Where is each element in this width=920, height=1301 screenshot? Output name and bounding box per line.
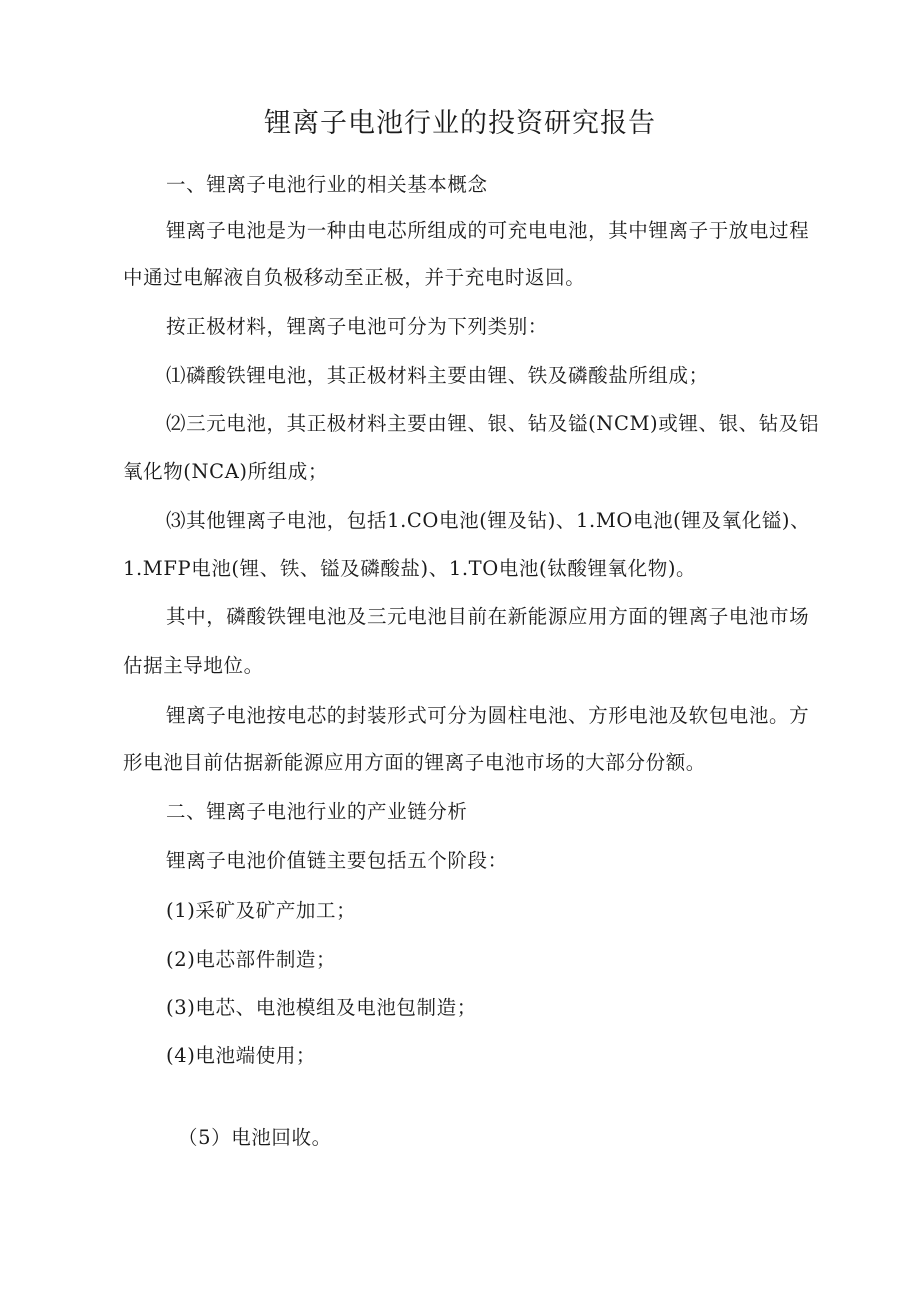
document-title: 锂离子电池行业的投资研究报告 <box>264 108 656 139</box>
paragraph-line: 锂离子电池是为一种由电芯所组成的可充电电池，其中锂离子于放电过程 <box>166 219 810 242</box>
paragraph-line: 锂离子电池价值链主要包括五个阶段： <box>166 849 508 872</box>
paragraph-line: 中通过电解液自负极移动至正极，并于充电时返回。 <box>123 266 586 289</box>
paragraph-line: 其中，磷酸铁锂电池及三元电池目前在新能源应用方面的锂离子电池市场 <box>166 605 810 628</box>
paragraph-line: 1.MFP电池(锂、铁、镒及磷酸盐)、1.TO电池(钛酸锂氧化物)。 <box>123 557 697 580</box>
section-1-heading: 一、锂离子电池行业的相关基本概念 <box>166 173 488 196</box>
paragraph-line: 形电池目前估据新能源应用方面的锂离子电池市场的大部分份额。 <box>123 751 706 774</box>
paragraph-line: 氧化物(NCA)所组成； <box>123 460 328 483</box>
list-item-lfp: ⑴磷酸铁锂电池，其正极材料主要由锂、铁及磷酸盐所组成； <box>166 364 709 387</box>
paragraph-line: 按正极材料，锂离子电池可分为下列类别： <box>166 315 548 338</box>
stage-item: (3)电芯、电池模组及电池包制造； <box>166 996 477 1019</box>
paragraph-line: 锂离子电池按电芯的封装形式可分为圆柱电池、方形电池及软包电池。方 <box>166 704 810 727</box>
list-item-ternary: ⑵三元电池，其正极材料主要由锂、银、钻及镒(NCM)或锂、银、钻及铝 <box>166 412 820 435</box>
stage-item: （5）电池回收。 <box>178 1126 332 1149</box>
paragraph-line: 估据主导地位。 <box>123 654 264 677</box>
stage-item: (4)电池端使用； <box>166 1044 317 1067</box>
list-item-other: ⑶其他锂离子电池，包括1.CO电池(锂及钻)、1.MO电池(锂及氧化镒)、 <box>166 509 811 532</box>
stage-item: (1)采矿及矿产加工； <box>166 899 357 922</box>
section-2-heading: 二、锂离子电池行业的产业链分析 <box>166 800 468 823</box>
stage-item: (2)电芯部件制造； <box>166 948 337 971</box>
